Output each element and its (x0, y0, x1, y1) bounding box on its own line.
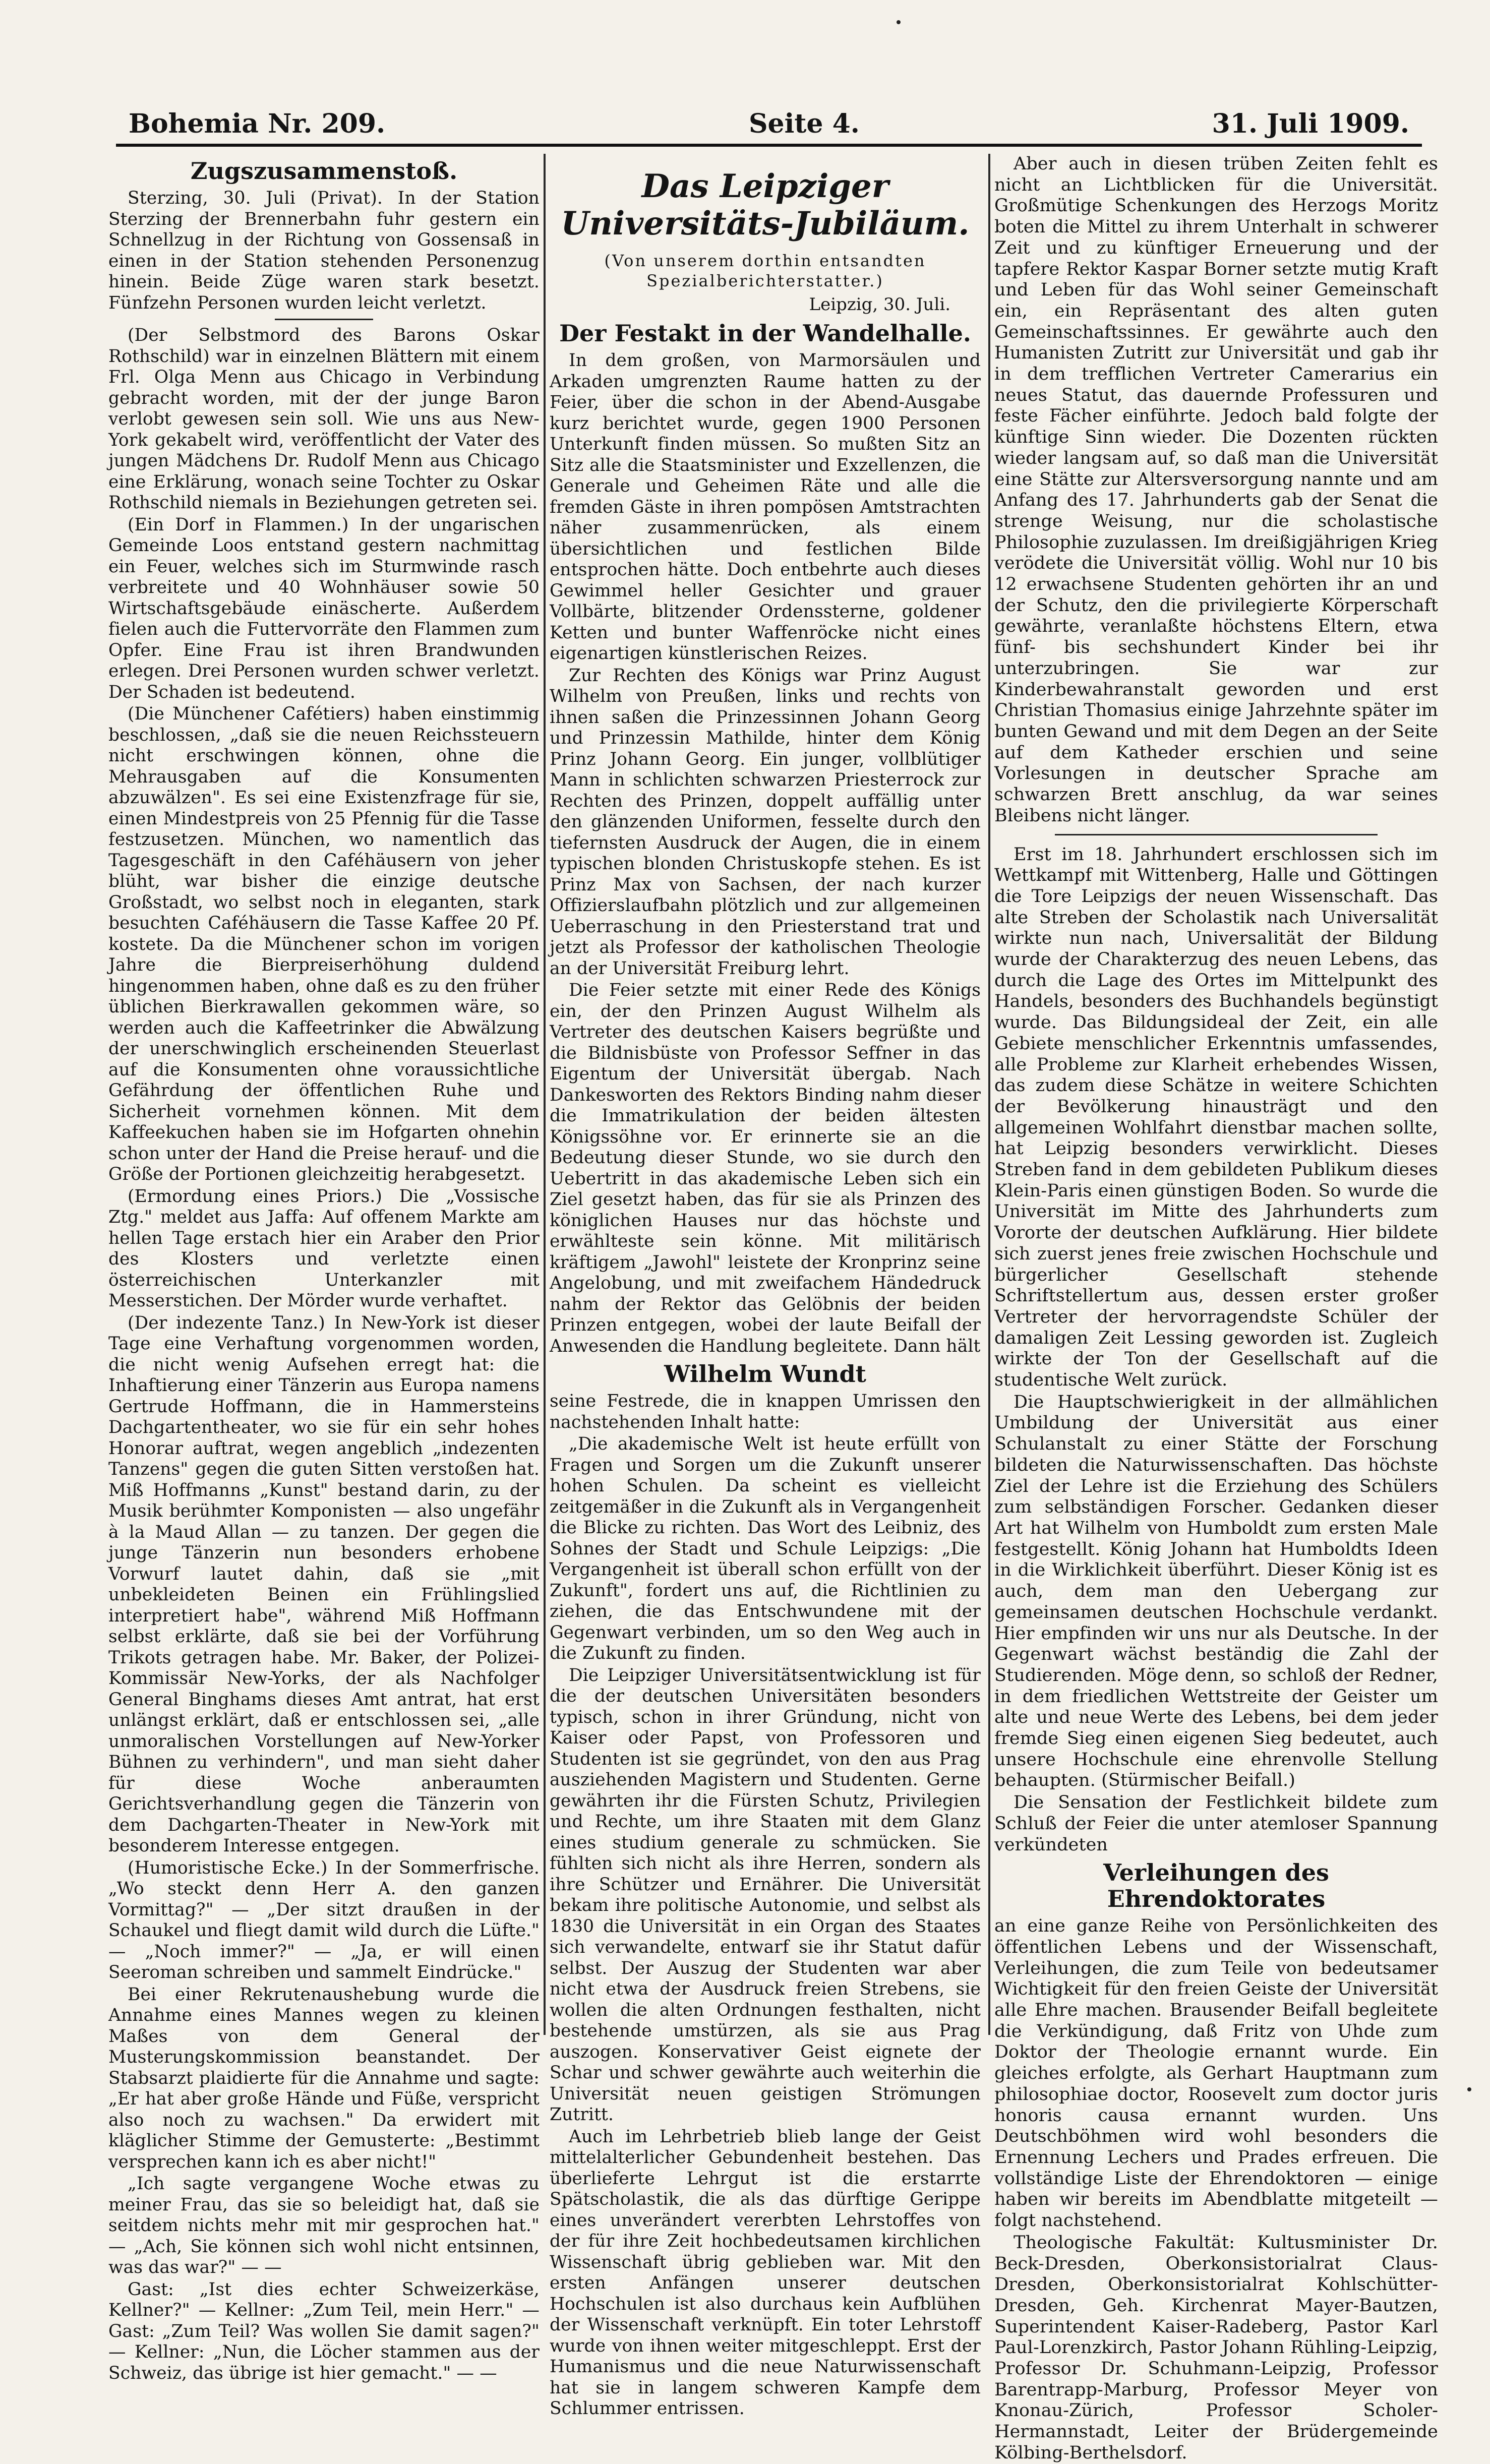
article-paragraph: an eine ganze Reihe von Persönlichkeiten des öffentlichen Lebens und der Wissenschaft, Verleihungen, die zum Teile von bedeutsamer Wichtigkeit für den freien Geiste der Universität alle Ehre machen. Brausender Beifall begleitete die Verkündigung, daß Fritz von Uhde zum Doktor der Theologie ernannt wurde. Ein gleiches erfolgte, als Gerhart Hauptmann zum philosophiae doctor, Roosevelt zum doctor juris honoris causa ernannt wurden. Uns Deutschböhmen wird wohl besonders die Ernennung Lechers und Prades erfreuen. Die vollständige Liste der Ehrendoktoren — einige haben wir bereits im Abendblatte mitgeteilt — folgt nachstehend. (994, 1916, 1438, 2231)
article-paragraph: Erst im 18. Jahrhundert erschlossen sich im Wettkampf mit Wittenberg, Halle und Göttingen die Tore Leipzigs der neuen Wissenschaft. Das alte Streben der Scholastik nach Universalität wirkte nun nach, Universalität der Bildung wurde der Charakterzug des neuen Lebens, das durch die Lage des Ortes im Mittelpunkt des Handels, besonders des Buchhandels begünstigt wurde. Das Bildungsideal der Zeit, ein alle Gebiete menschlicher Erkenntnis umfassendes, alle Probleme zur Klarheit erhebendes Wissen, das zudem diese Schätze in weitere Schichten der Bevölkerung hinausträgt und den allgemeinen Wohlfahrt dienstbar machen sollte, hat Leipzig besonders verwirklicht. Dieses Streben fand in dem gebildeten Publikum dieses Klein-Paris einen günstigen Boden. So wurde die Universität im Mitte des Jahrhunderts zum Vororte der deutschen Aufklärung. Hier bildete sich zuerst jenes freie zwischen Hochschule und bürgerlicher Gesellschaft stehende Schriftstellertum aus, dessen erster großer Vertreter der hervorragendste Schüler der damaligen Zeit Lessing geworden ist. Zugleich wirkte der Ton der Gesellschaft auf die studentische Welt zurück. (994, 844, 1438, 1391)
article-paragraph: „Ich sagte vergangene Woche etwas zu meiner Frau, das sie so beleidigt hat, daß sie seitdem nichts mehr mit mir gesprochen hat." — „Ach, Sie können sich wohl nicht entsinnen, was das war?" — — (108, 2174, 540, 2277)
column-right (994, 154, 1438, 2463)
page-number: Seite 4. (749, 108, 860, 139)
article-paragraph: Aber auch in diesen trüben Zeiten fehlt es nicht an Lichtblicken für die Universität. Großmütige Schenkungen des Herzogs Moritz boten die Mittel zu ihrem Unterhalt in schwerer Zeit und zu künftiger Erneuerung und der tapfere Rektor Kaspar Borner setzte mutig Kraft und Leben für das Wohl seiner Gemeinschaft ein, ein Repräsentant des alten guten Gemeinschaftssinnes. Er gewährte auch den Humanisten Zutritt zur Universität und gab ihr in dem trefflichen Vertreter Camerarius ein neues Statut, das dauernde Professuren und feste Fächer einführte. Jedoch bald folgte der künftige Sinn wieder. Die Dozenten rückten wieder langsam auf, so daß man die Universität eine Stätte zur Altersversorgung nannte und am Anfang des 17. Jahrhunderts gab der Senat die strenge Weisung, nur die scholastische Philosophie zuzulassen. Im dreißigjährigen Krieg verödete die Universität völlig. Wohl nur 10 bis 12 erwachsene Studenten gehörten ihr an und der Schutz, den die privilegierte Körperschaft gewährte, veranlaßte höchstens Eltern, etwa fünf- bis sechshundert Kinder bei ihr unterzubringen. Sie war zur Kinderbewahranstalt geworden und erst Christian Thomasius einige Jahrzehnte später im bunten Gewand und mit dem Degen an der Seite auf dem Katheder erschien und seine Vorlesungen in deutscher Sprache am schwarzen Brett anschlug, da war seines Bleibens nicht länger. (994, 154, 1438, 826)
article-paragraph: Die Leipziger Universitätsentwicklung ist für die der deutschen Universitäten besonders typisch, schon in ihrer Gründung, nicht von Kaiser oder Papst, von Professoren und Studenten ist sie gegründet, von den aus Prag ausziehenden Magistern und Studenten. Gerne gewährten ihr die Fürsten Schutz, Privilegien und Rechte, um ihre Staaten mit dem Glanz eines studium generale zu schmücken. Sie fühlten sich nicht als ihre Herren, sondern als ihre Schützer und Ernährer. Die Universität bekam ihre politische Autonomie, und selbst als 1830 die Universität in ein Organ des Staates sich verwandelte, entwarf sie ihr Statut dafür selbst. Der Auszug der Studenten war aber nicht etwa der Ausdruck freien Strebens, sie wollen die alten Ordnungen festhalten, nicht bestehende umstürzen, als sie aus Prag auszogen. Konservativer Geist eignete der Schar und schwer gewährte auch weiterhin die Universität neuen geistigen Strömungen Zutritt. (550, 1665, 981, 2125)
article-paragraph: Die Feier setzte mit einer Rede des Königs ein, der den Prinzen August Wilhelm als Vertreter des deutschen Kaisers begrüßte und die Bildnisbüste von Professor Seffner in das Eigentum der Universität übergab. Nach Dankesworten des Rektors Binding nahm dieser die Immatrikulation der beiden ältesten Königssöhne vor. Er erinnerte sie an die Bedeutung dieser Stunde, wo sie durch den Uebertritt in das akademische Leben sich ein Ziel gesetzt haben, das für sie als Prinzen des königlichen Hauses nur das höchste und erwählteste sein könne. Mit militärisch kräftigem „Jawohl" leistete der Kronprinz seine Angelobung, und mit zweifachem Händedruck nahm der Rektor das Gelöbnis der beiden Prinzen entgegen, wobei der laute Beifall der Anwesenden die Handlung begleitete. Dann hält (550, 980, 981, 1356)
article-paragraph: Auch im Lehrbetrieb blieb lange der Geist mittelalterlicher Gebundenheit bestehen. Das überlieferte Lehrgut ist die erstarrte Spätscholastik, die als das dürftige Gerippe eines unverändert vererbten Lehrstoffes von der für ihre Zeit hochbedeutsamen kirchlichen Wissenschaft übrig geblieben war. Mit den ersten Anfängen unserer deutschen Hochschulen ist also durchaus kein Aufblühen der Wissenschaft verknüpft. Ein toter Lehrstoff wurde von ihnen weiter mitgeschleppt. Erst der Humanismus und die neue Naturwissenschaft hat sie in langem schweren Kampfe dem Schlummer entrissen. (550, 2126, 981, 2419)
article-paragraph: Sterzing, 30. Juli (Privat). In der Station Sterzing der Brennerbahn fuhr gestern ein Schnellzug in der Richtung von Gossensaß in einen in der Station stehenden Personenzug hinein. Beide Züge waren stark besetzt. Fünfzehn Personen wurden leicht verletzt. (108, 188, 540, 313)
article-paragraph: „Die akademische Welt ist heute erfüllt von Fragen und Sorgen um die Zukunft unserer hohen Schulen. Da scheint es vielleicht zeitgemäßer in die Zukunft als in Vergangenheit die Blicke zu richten. Das Wort des Leibniz, des Sohnes der Stadt und Schule Leipzigs: „Die Vergangenheit ist überall schon erfüllt von der Zukunft", fordert uns auf, die Richtlinien zu ziehen, die das Entschwundene mit der Gegenwart verbinden, um so den Weg auch in die Zukunft zu finden. (550, 1434, 981, 1663)
column-divider (544, 154, 546, 2035)
article-paragraph: (Der indezente Tanz.) In New-York ist dieser Tage eine Verhaftung vorgenommen worden, die nicht wenig Aufsehen erregt hat: die Inhaftierung einer Tänzerin aus Europa namens Gertrude Hoffmann, die in Hammersteins Dachgartentheater, wo sie für ein sehr hohes Honorar auftrat, wegen angeblich „indezenten Tanzens" gegen die guten Sitten verstoßen hat. Miß Hoffmanns „Kunst" bestand darin, zu der Musik berühmter Komponisten — also ungefähr à la Maud Allan — zu tanzen. Der gegen die junge Tänzerin nun besonders erhobene Vorwurf lautet dahin, daß sie „mit unbekleideten Beinen ein Frühlingslied interpretiert habe", während Miß Hoffmann selbst erklärte, daß sie bei der Vorführung Trikots getragen habe. Mr. Baker, der Polizei-Kommissär New-Yorks, der als Nachfolger General Binghams dieses Amt antrat, hat erst unlängst erklärt, daß er entschlossen sei, „alle unmoralischen Vorstellungen auf New-Yorker Bühnen zu verhindern", und man sieht daher für diese Woche anberaumten Gerichtsverhandlung gegen die Tänzerin von dem Dachgarten-Theater in New-York mit besonderem Interesse entgegen. (108, 1312, 540, 1856)
article-paragraph: (Ein Dorf in Flammen.) In der ungarischen Gemeinde Loos entstand gestern nachmittag ein Feuer, welches sich im Sturmwinde rasch verbreitete und 40 Wohnhäuser sowie 50 Wirtschaftsgebäude einäscherte. Außerdem fielen auch die Futtervorräte den Flammen zum Opfer. Eine Frau ist ihren Brandwunden erlegen. Drei Personen wurden schwer verletzt. Der Schaden ist bedeutend. (108, 514, 540, 702)
article-paragraph: Bei einer Rekrutenaushebung wurde die Annahme eines Mannes wegen zu kleinen Maßes von dem General der Musterungskommission beanstandet. Der Stabsarzt plaidierte für die Annahme und sagte: „Er hat aber große Hände und Füße, verspricht also noch zu wachsen." Da erwidert mit kläglicher Stimme der Gemusterte: „Bestimmt versprechen kann ich es aber nicht!" (108, 1984, 540, 2172)
issue-number: Bohemia Nr. 209. (129, 108, 386, 139)
column-divider (988, 154, 990, 2035)
page-header (129, 108, 1409, 144)
header-rule (116, 144, 1422, 147)
article-paragraph: seine Festrede, die in knappen Umrissen den nachstehenden Inhalt hatte: (550, 1391, 981, 1432)
article-paragraph: (Die Münchener Cafétiers) haben einstimmig beschlossen, „daß sie die neuen Reichssteuern nicht erschwingen können, ohne die Mehrausgaben auf die Konsumenten abzuwälzen". Es sei eine Existenzfrage für sie, einen Mindestpreis von 25 Pfennig für die Tasse festzusetzen. München, wo namentlich das Tagesgeschäft in den Caféhäusern von jeher blüht, war bisher die einzige deutsche Großstadt, wo selbst noch in eleganten, stark besuchten Caféhäusern die Tasse Kaffee 20 Pf. kostete. Da die Münchener schon im vorigen Jahre die Bierpreiserhöhung duldend hingenommen haben, ohne daß es zu den früher üblichen Bierkrawallen gekommen wäre, so werden auch die Kaffeetrinker die Abwälzung der unerschwinglich erscheinenden Steuerlast auf die Konsumenten ohne voraussichtliche Gefährdung der öffentlichen Ruhe und Sicherheit vornehmen können. Mit dem Kaffeekuchen haben sie im Hofgarten ohnehin schon unter der Hand die Preise herauf- und die Größe der Portionen gleichzeitig herabgesetzt. (108, 704, 540, 1184)
article-subtitle: (Von unserem dorthin entsandten Spezialberichterstatter.) (604, 251, 926, 290)
article-paragraph: Theologische Fakultät: Kultusminister Dr. Beck-Dresden, Oberkonsistorialrat Claus-Dresden, Oberkonsistorialrat Kohlschütter-Dresden, Geh. Kirchenrat Mayer-Bautzen, Superintendent Kaiser-Radeberg, Pastor Karl Paul-Lorenzkirch, Pastor Johann Rühling-Leipzig, Professor Dr. Schuhmann-Leipzig, Professor Barentrapp-Marburg, Professor Meyer von Knonau-Zürich, Professor Scholer-Hermannstadt, Leiter der Brüdergemeinde Kölbing-Berthelsdorf. (994, 2232, 1438, 2463)
article-paragraph: Die Sensation der Festlichkeit bildete zum Schluß der Feier die unter atemloser Spannung verkündeten (994, 1792, 1438, 1855)
separator (1055, 834, 1378, 835)
section-heading: Wilhelm Wundt (664, 1360, 866, 1388)
article-paragraph: (Ermordung eines Priors.) Die „Vossische Ztg." meldet aus Jaffa: Auf offenem Markte am hellen Tage erstach hier ein Araber den Prior des Klosters und verletzte einen österreichischen Unterkanzler mit Messerstichen. Der Mörder wurde verhaftet. (108, 1186, 540, 1311)
section-heading: Der Festakt in der Wandelhalle. (559, 320, 971, 347)
article-paragraph: Die Hauptschwierigkeit in der allmählichen Umbildung der Universität aus einer Schulanstalt zu einer Stätte der Forschung bildeten die Naturwissenschaften. Das höchste Ziel der Lehre ist die Erziehung des Schülers zum selbständigen Forscher. Gedanken dieser Art hat Wilhelm von Humboldt zum ersten Male festgestellt. König Johann hat Humboldts Ideen in die Wirklichkeit überführt. Dieser König ist es auch, dem man den Uebergang zur gemeinsamen deutschen Hochschule verdankt. Hier empfinden wir uns nur als Deutsche. In der Gegenwart wächst beständig die Zahl der Studierenden. Möge denn, so schloß der Redner, in dem friedlichen Wettstreite der Geister um alte und neue Werte des Lebens, bei dem jeder fremde Sieg einen eigenen Sieg bedeutet, auch unsere Hochschule eine ehrenvolle Stellung behaupten. (Stürmischer Beifall.) (994, 1392, 1438, 1791)
article-paragraph: Gast: „Ist dies echter Schweizerkäse, Kellner?" — Kellner: „Zum Teil, mein Herr." — Gast: „Zum Teil? Was wollen Sie damit sagen?" — Kellner: „Nun, die Löcher stammen aus der Schweiz, das übrige ist hier gemacht." — — (108, 2279, 540, 2383)
column-middle (550, 154, 981, 2419)
print-speck (897, 20, 901, 24)
dateline: Leipzig, 30. Juli. (809, 294, 950, 315)
article-paragraph: (Der Selbstmord des Barons Oskar Rothschild) war in einzelnen Blättern mit einem Frl. Olga Menn aus Chicago in Verbindung gebracht worden, mit der der junge Baron verlobt gewesen sein soll. Wie uns aus New-York gekabelt wird, veröffentlicht der Vater des jungen Mädchens Dr. Rudolf Menn aus Chicago eine Erklärung, wonach seine Tochter zu Oskar Rothschild niemals in Beziehungen getreten sei. (108, 325, 540, 513)
column-left (108, 154, 540, 2383)
issue-date: 31. Juli 1909. (1212, 108, 1409, 139)
main-article-title: Das Leipziger Universitäts-Jubiläum. (561, 167, 970, 243)
section-heading: Verleihungen des Ehrendoktorates (1103, 1859, 1329, 1913)
article-paragraph: (Humoristische Ecke.) In der Sommerfrische. „Wo steckt denn Herr A. den ganzen Vormittag?" — „Der sitzt draußen in der Schaukel und fliegt damit wild durch die Lüfte." — „Noch immer?" — „Ja, er will einen Seeroman schreiben und sammelt Eindrücke." (108, 1857, 540, 1982)
print-speck (1467, 2087, 1471, 2091)
separator (275, 319, 373, 320)
article-heading: Zugszusammenstoß. (190, 157, 458, 185)
article-paragraph: In dem großen, von Marmorsäulen und Arkaden umgrenzten Raume hatten zu der Feier, über die schon in der Abend-Ausgabe kurz berichtet wurde, gegen 1900 Personen Unterkunft finden müssen. So mußten Sitz an Sitz alle die Staatsminister und Exzellenzen, die Generale und Geheimen Räte und alle die fremden Gäste in ihren pompösen Amtstrachten näher zusammenrücken, als einem übersichtlichen und festlichen Bilde entsprochen hätte. Doch entbehrte auch dieses Gewimmel heller Gesichter und grauer Vollbärte, blitzender Ordenssterne, goldener Ketten und bunter Waffenröcke nicht eines eigenartigen künstlerischen Reizes. (550, 350, 981, 664)
article-paragraph: Zur Rechten des Königs war Prinz August Wilhelm von Preußen, links und rechts von ihnen saßen die Prinzessinnen Johann Georg und Prinzessin Mathilde, hinter dem König Prinz Johann Georg. Ein junger, vollblütiger Mann in schlichten schwarzen Priesterrock zur Rechten des Prinzen, doppelt auffällig unter den glänzenden Uniformen, fesselte durch den tiefernsten Ausdruck der Augen, die in einem typischen blonden Christuskopfe stehen. Es ist Prinz Max von Sachsen, der nach kurzer Offizierslaufbahn plötzlich und zur allgemeinen Ueberraschung in den Priesterstand trat und jetzt als Professor der katholischen Theologie an der Universität Freiburg lehrt. (550, 665, 981, 979)
